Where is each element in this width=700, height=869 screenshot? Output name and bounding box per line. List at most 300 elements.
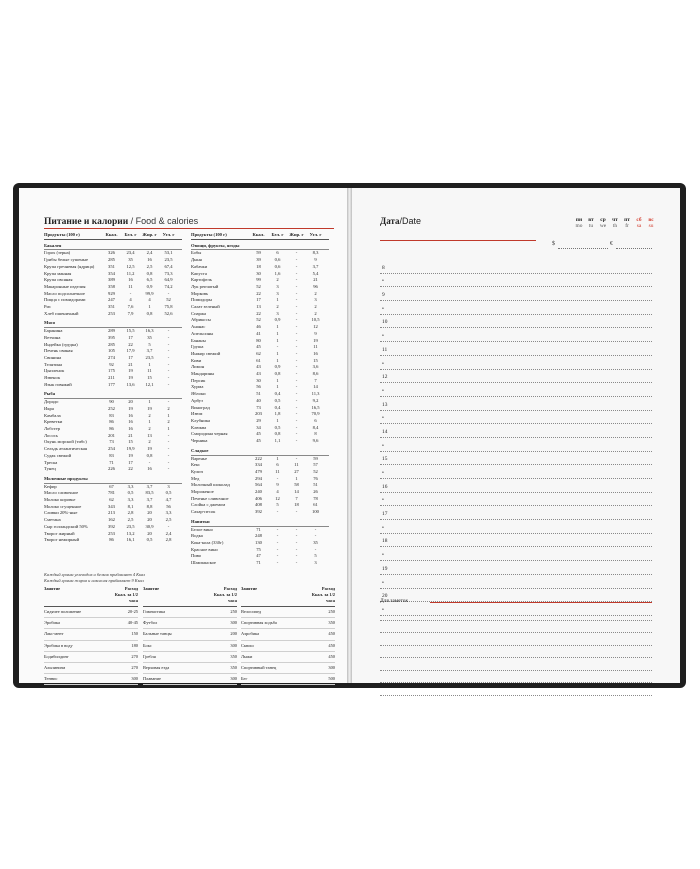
product-value: 73 xyxy=(256,404,261,410)
header-kcal: Ккал. xyxy=(252,232,265,237)
hour-slot[interactable] xyxy=(380,260,652,274)
activity-name: Эробика в воду xyxy=(44,642,73,648)
activity-kcal: 450 xyxy=(328,653,335,659)
product-value: 12,5 xyxy=(126,263,135,269)
product-value: 10,5 xyxy=(311,317,320,323)
table-header xyxy=(191,232,329,240)
product-value: 248 xyxy=(255,533,262,539)
table-row xyxy=(44,297,182,304)
product-name: Салат зеленый xyxy=(191,304,220,310)
product-value: - xyxy=(295,364,298,370)
table-row xyxy=(191,398,329,405)
product-name: Хлеб пшеничный xyxy=(44,310,79,316)
product-value: 35 xyxy=(128,257,133,263)
hour-slot[interactable] xyxy=(380,397,652,411)
product-value: 9 xyxy=(314,257,317,263)
weekday-ru: пн xyxy=(575,217,583,223)
category-heading: Мясо xyxy=(44,320,182,328)
hour-slot[interactable] xyxy=(380,370,652,384)
activity-row xyxy=(241,674,335,685)
product-value: 52 xyxy=(313,468,318,474)
product-value: 47 xyxy=(256,553,261,559)
product-value: 78 xyxy=(313,495,318,501)
planner-book xyxy=(13,183,686,688)
table-row xyxy=(44,517,182,524)
product-value: 7,6 xyxy=(127,304,134,310)
hour-slot[interactable] xyxy=(380,356,652,370)
product-value: 27 xyxy=(294,468,299,474)
table-row xyxy=(191,250,329,257)
product-name: Яблоки xyxy=(191,391,206,397)
date-label-ru: Дата xyxy=(380,216,400,226)
table-row xyxy=(191,317,329,324)
table-row xyxy=(191,405,329,412)
activity-header-name: Занятие xyxy=(143,586,160,591)
weekday-ru: сб xyxy=(636,217,642,223)
product-value: - xyxy=(167,459,170,465)
product-value: 2,4 xyxy=(146,250,153,256)
product-name: Грибы белые сушеные xyxy=(44,257,89,263)
product-value: 2 xyxy=(167,419,170,425)
activity-row xyxy=(143,629,237,640)
product-value: - xyxy=(167,290,170,296)
product-value: 83 xyxy=(109,452,114,458)
hour-label: • xyxy=(382,387,384,394)
hour-label: 12 xyxy=(382,374,388,381)
product-name: Дыня xyxy=(191,257,202,263)
table-row xyxy=(191,384,329,391)
product-name: Крупа гречневая (ядрица) xyxy=(44,263,95,269)
product-value: 86 xyxy=(109,419,114,425)
product-value: 1 xyxy=(276,337,279,343)
product-name: Сельдь атлантическая xyxy=(44,446,88,452)
category-heading: Молочные продукты xyxy=(44,476,182,484)
product-name: Тунец xyxy=(44,466,56,472)
table-row xyxy=(191,338,329,345)
note-line[interactable] xyxy=(380,621,652,634)
product-value: 92 xyxy=(109,361,114,367)
product-value: 354 xyxy=(108,270,115,276)
product-value: 0,8 xyxy=(274,371,281,377)
product-value: 67,4 xyxy=(164,263,173,269)
table-row xyxy=(44,382,182,389)
product-value: 23,5 xyxy=(164,257,173,263)
table-row xyxy=(191,560,329,567)
hour-slot[interactable] xyxy=(380,301,652,315)
activity-row xyxy=(241,618,335,629)
product-value: - xyxy=(295,411,298,417)
hour-label: • xyxy=(382,360,384,367)
product-value: 4 xyxy=(148,297,151,303)
date-rule xyxy=(380,240,536,241)
activity-kcal: 450 xyxy=(328,631,335,637)
note-line: Каждый грамм жиров и алкоголя прибавляет 9 Ккал xyxy=(44,578,144,583)
product-value: 1,8 xyxy=(274,411,281,417)
product-value: 20 xyxy=(128,399,133,405)
product-value: 17 xyxy=(128,354,133,360)
product-value: 9,6 xyxy=(312,438,319,444)
activity-name: Лыжи xyxy=(241,653,253,659)
activity-kcal: 350 xyxy=(230,653,237,659)
product-value: - xyxy=(167,381,170,387)
product-value: - xyxy=(295,417,298,423)
product-value: 2 xyxy=(148,425,151,431)
product-value: - xyxy=(167,523,170,529)
weekday-fr xyxy=(621,217,633,229)
right-page xyxy=(352,188,680,683)
activity-name: Альпинизм xyxy=(44,665,66,671)
product-value: 19 xyxy=(128,405,133,411)
product-value: - xyxy=(167,368,170,374)
note-line[interactable] xyxy=(380,683,652,696)
table-row xyxy=(44,284,182,291)
hour-label: • xyxy=(382,606,384,613)
activity-kcal: 150 xyxy=(131,631,138,637)
product-name: Баранина xyxy=(44,328,63,334)
product-name: Сахар-песок xyxy=(191,509,216,515)
product-value: 7 xyxy=(295,495,298,501)
table-row xyxy=(44,291,182,298)
product-value: 1 xyxy=(276,350,279,356)
product-value: 395 xyxy=(108,334,115,340)
product-value: 392 xyxy=(255,509,262,515)
table-row xyxy=(44,311,182,318)
product-value: 16 xyxy=(147,466,152,472)
table-row xyxy=(44,453,182,460)
product-value: 253 xyxy=(108,530,115,536)
activity-name: Сквош xyxy=(241,642,254,648)
product-value: 240 xyxy=(255,489,262,495)
hour-slot[interactable] xyxy=(380,534,652,548)
product-value: 45 xyxy=(256,438,261,444)
product-value: - xyxy=(295,283,298,289)
activity-row xyxy=(241,641,335,652)
product-name: Горох (зерна) xyxy=(44,250,71,256)
activity-name: Футбол xyxy=(143,620,158,626)
product-value: 1 xyxy=(276,297,279,303)
product-value: 51 xyxy=(256,391,261,397)
table-row xyxy=(191,371,329,378)
product-value: 74,2 xyxy=(164,283,173,289)
table-row xyxy=(191,462,329,469)
product-value: 17 xyxy=(256,297,261,303)
product-value: 3 xyxy=(314,297,317,303)
product-value: 57 xyxy=(313,462,318,468)
hour-slot[interactable] xyxy=(380,547,652,561)
product-value: - xyxy=(295,404,298,410)
product-value: 9 xyxy=(276,482,279,488)
activity-header xyxy=(44,586,138,607)
table-row xyxy=(191,431,329,438)
product-value: - xyxy=(295,337,298,343)
product-value: 254 xyxy=(108,446,115,452)
hour-slot[interactable] xyxy=(380,493,652,507)
product-value: 1 xyxy=(276,417,279,423)
hour-slot[interactable] xyxy=(380,520,652,534)
product-value: 100 xyxy=(312,509,319,515)
product-value: 0,5 xyxy=(146,537,153,543)
product-value: 294 xyxy=(255,475,262,481)
header-prot: Бел. г xyxy=(124,232,137,237)
product-value: 17,9 xyxy=(126,348,135,354)
product-value: 19,9 xyxy=(126,446,135,452)
table-row xyxy=(44,433,182,440)
hour-slot[interactable] xyxy=(380,342,652,356)
table-row xyxy=(44,413,182,420)
table-row xyxy=(44,362,182,369)
product-value: 222 xyxy=(255,455,262,461)
product-value: 2 xyxy=(276,277,279,283)
product-value: 19 xyxy=(128,452,133,458)
hour-slot[interactable] xyxy=(380,561,652,575)
product-name: Печень свиная xyxy=(44,348,73,354)
category-heading: Сладкое xyxy=(191,448,329,456)
table-row xyxy=(44,460,182,467)
hour-slot[interactable] xyxy=(380,383,652,397)
product-value: 13,6 xyxy=(126,381,135,387)
activity-kcal: 300 xyxy=(230,642,237,648)
product-name: Печенье сливочное xyxy=(191,495,229,501)
product-value: - xyxy=(167,328,170,334)
product-name: Кекс xyxy=(191,462,201,468)
product-value: 1 xyxy=(276,384,279,390)
product-value: 83,5 xyxy=(145,490,154,496)
activity-kcal: 300 xyxy=(230,676,237,682)
product-value: 17 xyxy=(128,334,133,340)
hour-slot[interactable] xyxy=(380,589,652,603)
product-value: - xyxy=(295,371,298,377)
euro-sign: € xyxy=(610,241,613,247)
table-row xyxy=(44,466,182,473)
activity-row xyxy=(44,607,138,618)
hour-label: • xyxy=(382,333,384,340)
activity-name: Спортивный танец xyxy=(241,665,277,671)
product-value: 13 xyxy=(256,304,261,310)
product-value: 0,8 xyxy=(146,452,153,458)
product-value: 21 xyxy=(128,361,133,367)
product-value: 0,9 xyxy=(274,364,281,370)
weekday-ru: чт xyxy=(612,217,618,223)
product-value: 0,9 xyxy=(274,317,281,323)
hour-label: 9 xyxy=(382,292,385,299)
product-value: 11,3 xyxy=(311,391,320,397)
product-value: 14 xyxy=(294,489,299,495)
product-value: 16 xyxy=(128,419,133,425)
product-value: 8,3 xyxy=(312,250,319,256)
hour-slot[interactable] xyxy=(380,274,652,288)
hour-label: • xyxy=(382,415,384,422)
table-row xyxy=(191,297,329,304)
product-value: 11 xyxy=(128,283,133,289)
weekday-mo xyxy=(573,217,585,229)
hour-label: 20 xyxy=(382,593,388,600)
activity-row xyxy=(241,607,335,618)
hour-slot[interactable] xyxy=(380,424,652,438)
product-value: - xyxy=(295,384,298,390)
activity-kcal: 200 xyxy=(230,631,237,637)
product-value: - xyxy=(167,341,170,347)
product-value: 73 xyxy=(109,439,114,445)
header-kcal: Ккал. xyxy=(105,232,118,237)
product-value: 408 xyxy=(255,502,262,508)
weekday-en: fr xyxy=(625,223,629,229)
activity-header-name: Занятие xyxy=(44,586,61,591)
hour-label: 18 xyxy=(382,538,388,545)
activity-header-value: Расход Ккал. за 1/2 часа xyxy=(213,586,237,603)
product-value: 2 xyxy=(276,304,279,310)
left-page xyxy=(19,188,347,683)
activity-name: Гребля xyxy=(143,653,156,659)
product-value: 9,2 xyxy=(312,397,319,403)
product-value: 12 xyxy=(275,495,280,501)
hour-slot[interactable] xyxy=(380,438,652,452)
product-value: - xyxy=(276,546,279,552)
table-row xyxy=(44,531,182,538)
product-value: - xyxy=(276,475,279,481)
note-line[interactable] xyxy=(380,658,652,671)
table-row xyxy=(44,426,182,433)
hour-label: • xyxy=(382,579,384,586)
product-name: Апельсины xyxy=(191,330,214,336)
product-value: 564 xyxy=(255,482,262,488)
product-value: 177 xyxy=(108,381,115,387)
product-value: - xyxy=(295,257,298,263)
note-line[interactable] xyxy=(380,633,652,646)
hour-label: 11 xyxy=(382,346,388,353)
product-name: Красное вино xyxy=(191,546,218,552)
activity-row xyxy=(44,663,138,674)
title-ru: Питание и калории xyxy=(44,217,129,227)
product-value: 351 xyxy=(108,263,115,269)
product-name: Клюква xyxy=(191,424,207,430)
product-value: 99 xyxy=(256,277,261,283)
product-value: - xyxy=(276,533,279,539)
product-value: 247 xyxy=(108,297,115,303)
product-value: - xyxy=(295,526,298,532)
activity-kcal: 270 xyxy=(131,653,138,659)
product-value: 56 xyxy=(256,384,261,390)
date-label xyxy=(380,216,421,226)
product-value: - xyxy=(295,539,298,545)
product-value: 929 xyxy=(108,290,115,296)
weekday-tu xyxy=(585,217,597,229)
hour-slot[interactable] xyxy=(380,328,652,342)
product-value: 274 xyxy=(108,354,115,360)
dollar-line[interactable] xyxy=(558,248,608,249)
table-row xyxy=(191,425,329,432)
hour-slot[interactable] xyxy=(380,411,652,425)
product-value: - xyxy=(295,290,298,296)
product-value: 15 xyxy=(313,357,318,363)
table-row xyxy=(44,510,182,517)
product-value: 29 xyxy=(256,417,261,423)
hour-label: 10 xyxy=(382,319,388,326)
product-value: 61 xyxy=(256,357,261,363)
product-value: 73,3 xyxy=(164,270,173,276)
product-value: 0,5 xyxy=(165,490,172,496)
activity-name: Гимнастика xyxy=(143,609,166,614)
activity-kcal: 300 xyxy=(131,676,138,682)
table-row xyxy=(191,527,329,534)
product-name: Творог жирный xyxy=(44,530,75,536)
product-name: Варенье xyxy=(191,455,208,461)
product-value: 40 xyxy=(256,397,261,403)
hour-slot[interactable] xyxy=(380,315,652,329)
product-name: Камбала xyxy=(44,412,61,418)
note-line[interactable] xyxy=(380,671,652,684)
product-value: 2 xyxy=(314,310,317,316)
table-row xyxy=(44,446,182,453)
weekday-th xyxy=(609,217,621,229)
product-value: 4 xyxy=(129,297,132,303)
table-row xyxy=(191,311,329,318)
activity-row xyxy=(143,663,237,674)
product-value: 1 xyxy=(148,304,151,310)
date-label-en: /Date xyxy=(399,216,422,226)
table-row xyxy=(191,553,329,560)
activity-kcal: 250 xyxy=(328,609,335,614)
hour-slot[interactable] xyxy=(380,479,652,493)
product-value: - xyxy=(295,317,298,323)
product-name: Слойка с джемом xyxy=(191,502,226,508)
euro-line[interactable] xyxy=(616,248,652,249)
header-product: Продукты (100 г) xyxy=(191,232,227,237)
weekday-sa xyxy=(633,217,645,229)
hour-slot[interactable] xyxy=(380,575,652,589)
product-value: 392 xyxy=(108,523,115,529)
table-row xyxy=(191,502,329,509)
product-value: - xyxy=(295,455,298,461)
table-row xyxy=(44,497,182,504)
hour-slot[interactable] xyxy=(380,465,652,479)
table-row xyxy=(44,419,182,426)
table-row xyxy=(191,324,329,331)
product-value: 16,1 xyxy=(126,537,135,543)
product-value: 1 xyxy=(276,324,279,330)
product-value: 59 xyxy=(313,455,318,461)
product-name: Язык говяжий xyxy=(44,381,72,387)
note-line[interactable] xyxy=(380,608,652,621)
product-name: Шампанское xyxy=(191,560,216,566)
table-row xyxy=(44,484,182,491)
product-name: Ветчина xyxy=(44,334,61,340)
hour-label: 8 xyxy=(382,264,385,271)
hour-slot[interactable] xyxy=(380,506,652,520)
table-row xyxy=(191,469,329,476)
product-value: 2 xyxy=(314,290,317,296)
product-value: 6 xyxy=(276,250,279,256)
activity-kcal: 300 xyxy=(328,665,335,671)
activity-kcal: 180 xyxy=(131,642,138,648)
product-value: 12,1 xyxy=(145,381,154,387)
product-value: 358 xyxy=(108,283,115,289)
product-value: 9 xyxy=(314,330,317,336)
hour-slot[interactable] xyxy=(380,452,652,466)
table-row xyxy=(191,304,329,311)
note-line[interactable] xyxy=(380,646,652,659)
product-value: 51 xyxy=(313,482,318,488)
product-value: 781 xyxy=(108,490,115,496)
product-value: 6,5 xyxy=(146,277,153,283)
table-row xyxy=(191,364,329,371)
hour-slot[interactable] xyxy=(380,287,652,301)
activity-row xyxy=(143,607,237,618)
activity-row xyxy=(44,618,138,629)
product-name: Пицца с помидорами xyxy=(44,297,86,303)
product-name: Капуста xyxy=(191,270,207,276)
product-value: 43 xyxy=(256,371,261,377)
product-value: 19 xyxy=(147,405,152,411)
